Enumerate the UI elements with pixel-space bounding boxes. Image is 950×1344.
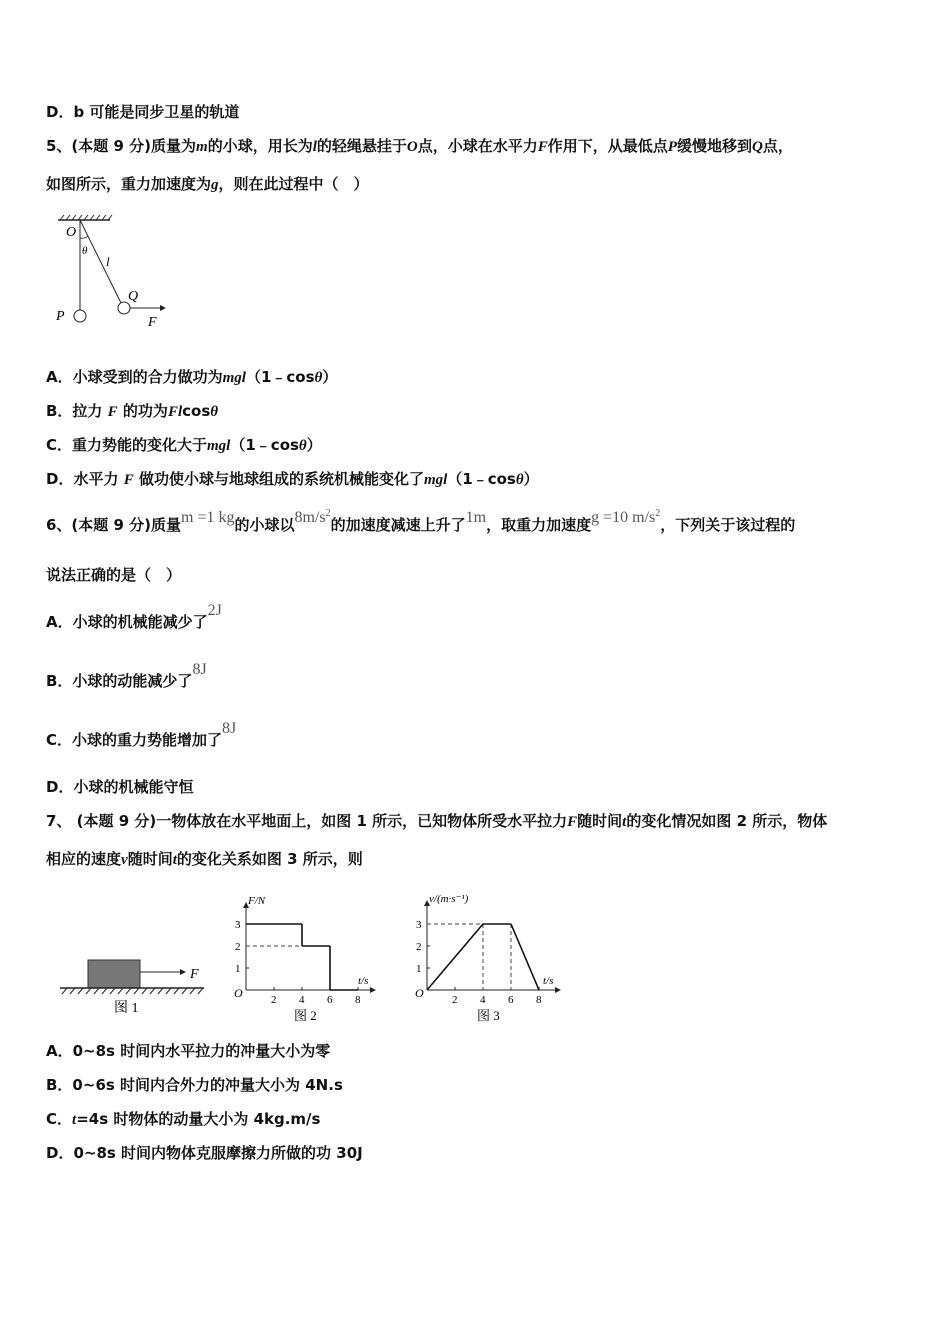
svg-text:P: P — [56, 309, 65, 324]
series-segment — [511, 924, 539, 990]
origin-label: O — [415, 986, 424, 1000]
q6-option-b: B．小球的动能减少了8J — [46, 661, 207, 690]
q6-option-c: C．小球的重力势能增加了8J — [46, 720, 237, 749]
x-tick-label: 6 — [508, 994, 514, 1006]
q6-stem-line1: 6、(本题 9 分)质量m =1 kg的小球以$8m/s^2$的加速度减速上升了1m，取重力加速度g =10 $m/s^2$，下列关于该过程的 — [46, 508, 796, 534]
x-axis-arrow — [370, 987, 376, 993]
origin-label: O — [234, 986, 243, 1000]
svg-text:l: l — [106, 254, 110, 269]
ball-p — [74, 310, 86, 322]
x-tick-label: 6 — [327, 994, 333, 1006]
y-axis-label: v/(m·s⁻¹) — [429, 893, 469, 905]
x-tick-label: 4 — [299, 994, 305, 1006]
y-tick-label: 3 — [235, 919, 241, 931]
svg-text:F: F — [190, 967, 199, 982]
y-tick-label: 1 — [416, 963, 422, 975]
q7-option-b: B．0~6s 时间内合外力的冲量大小为 4N.s — [46, 1076, 343, 1094]
svg-text:O: O — [66, 225, 77, 240]
q5-stem-line1: 5、(本题 9 分)质量为m的小球，用长为l的轻绳悬挂于O点，小球在水平力F作用下，从最低点P缓慢地移到Q点， — [46, 137, 793, 155]
q7-option-a: A．0~8s 时间内水平拉力的冲量大小为零 — [46, 1042, 331, 1060]
x-tick-label: 8 — [536, 994, 542, 1006]
q5-stem-line2: 如图所示，重力加速度为g，则在此过程中（ ） — [46, 175, 369, 193]
q7-figure-2-force-time-chart — [226, 890, 386, 1025]
chart-caption: 图 2 — [294, 1008, 317, 1023]
svg-text:F: F — [148, 315, 157, 330]
y-tick-label: 1 — [235, 963, 241, 975]
x-tick-label: 4 — [480, 994, 486, 1006]
x-tick-label: 2 — [452, 994, 458, 1006]
x-tick-label: 2 — [271, 994, 277, 1006]
svg-text:图 1: 图 1 — [114, 1001, 139, 1016]
q6-stem-line2: 说法正确的是（ ） — [46, 566, 182, 584]
q6-option-a: A．小球的机械能减少了2J — [46, 602, 222, 631]
displaced-string — [80, 220, 121, 303]
x-axis-label: t/s — [358, 975, 369, 987]
q6-option-d: D．小球的机械能守恒 — [46, 778, 194, 796]
q5-pendulum-figure — [48, 210, 178, 335]
block — [88, 960, 140, 988]
x-axis-label: t/s — [543, 975, 554, 987]
q7-stem-line2: 相应的速度v随时间t的变化关系如图 3 所示，则 — [46, 850, 363, 868]
q5-option-b: B．拉力 F 的功为Flcosθ — [46, 402, 219, 420]
x-axis-arrow — [555, 987, 561, 993]
svg-text:θ: θ — [82, 245, 88, 257]
y-axis-label: F/N — [248, 895, 266, 907]
q7-option-c: C．t=4s 时物体的动量大小为 4kg.m/s — [46, 1110, 321, 1128]
y-tick-label: 3 — [416, 919, 422, 931]
svg-text:Q: Q — [128, 289, 139, 304]
chart-caption: 图 3 — [477, 1008, 500, 1023]
x-tick-label: 8 — [355, 994, 361, 1006]
y-tick-label: 2 — [235, 941, 241, 953]
q7-stem-line1: 7、 (本题 9 分)一物体放在水平地面上，如图 1 所示，已知物体所受水平拉力F随时间t的变化情况如图 2 所示，物体 — [46, 812, 828, 830]
q5-option-d: D．水平力 F 做功使小球与地球组成的系统机械能变化了mgl（1﹣cosθ） — [46, 470, 539, 488]
q5-option-c: C．重力势能的变化大于mgl（1﹣cosθ） — [46, 436, 322, 454]
q7-figure-1 — [56, 950, 216, 1020]
q7-option-d: D．0~8s 时间内物体克服摩擦力所做的功 30J — [46, 1144, 363, 1162]
q7-figure-3-velocity-time-chart — [405, 882, 575, 1025]
q4-option-d: D．b 可能是同步卫星的轨道 — [46, 103, 240, 121]
q5-option-a: A．小球受到的合力做功为mgl（1﹣cosθ） — [46, 368, 338, 386]
y-tick-label: 2 — [416, 941, 422, 953]
series-segment — [427, 924, 483, 990]
